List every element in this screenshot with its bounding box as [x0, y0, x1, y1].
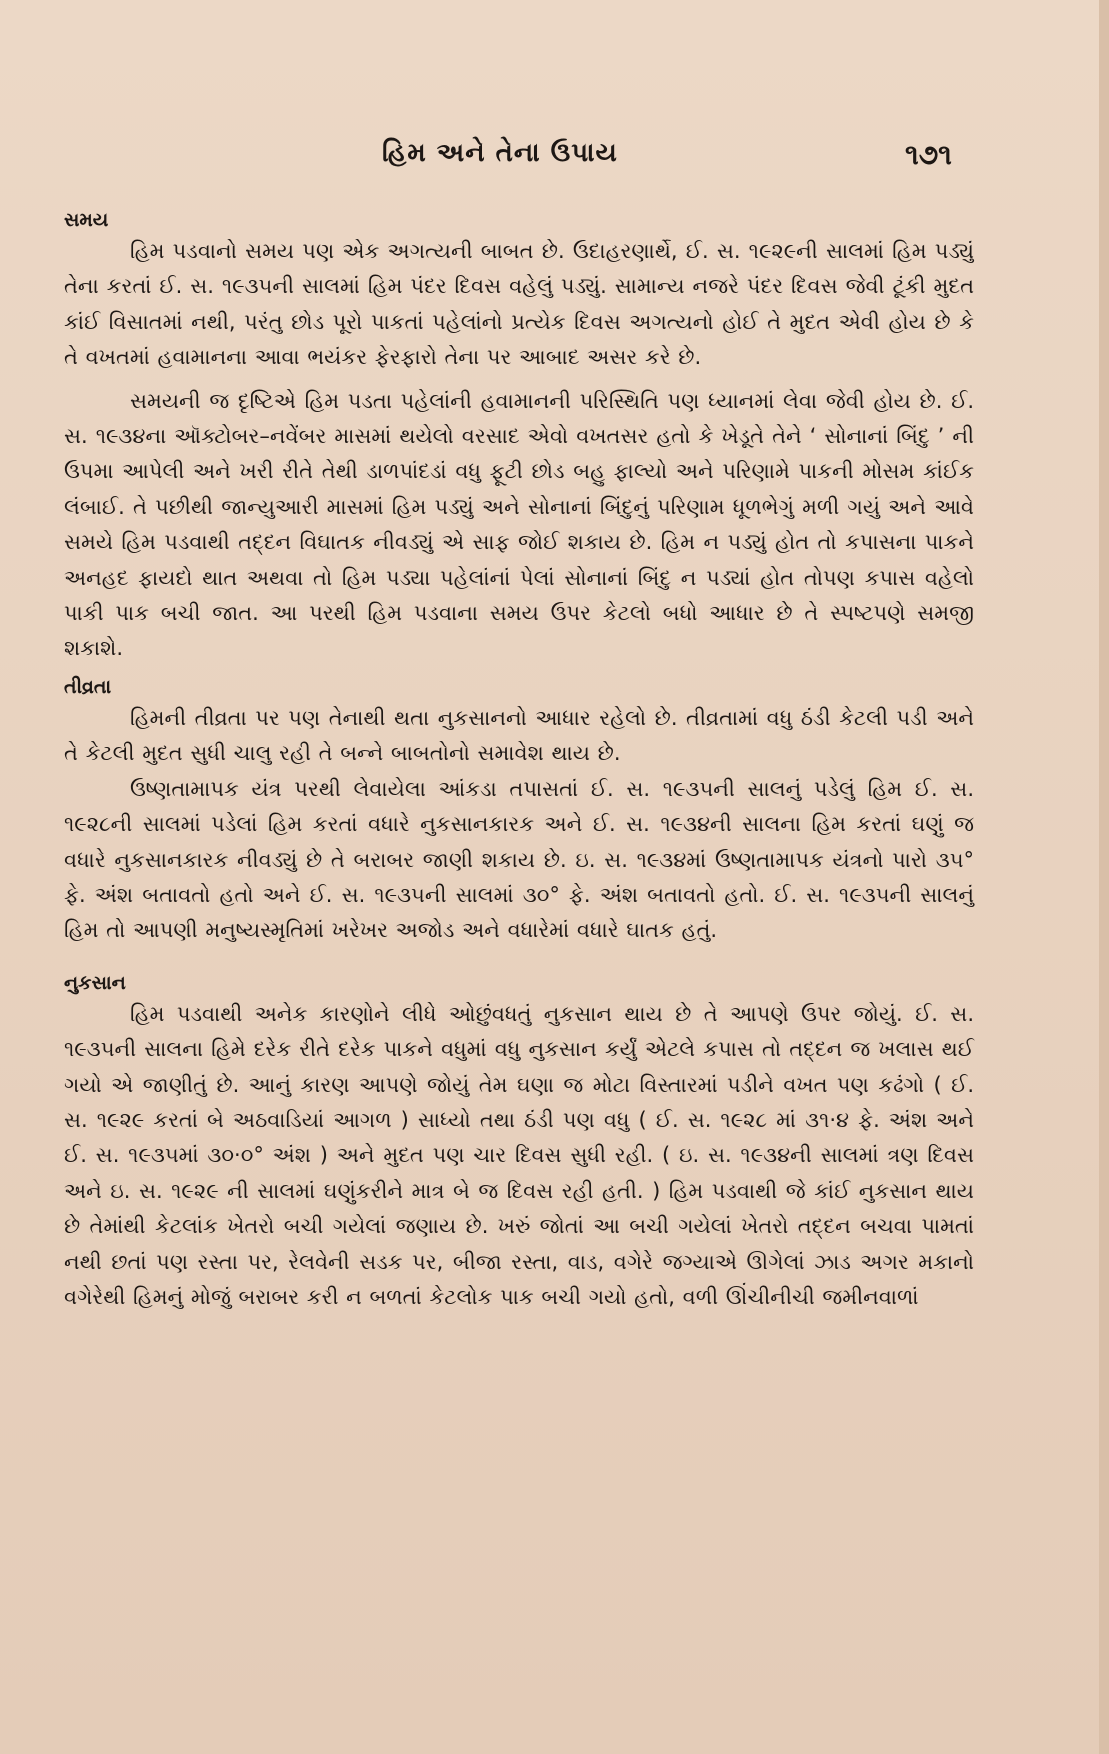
paragraph: હિમ પડવાનો સમય પણ એક અગત્યની બાબત છે. ઉદાહરણાર્થે, ઈ. સ. ૧૯૨૯ની સાલમાં હિમ પડ્યું તેના કરતાં ઈ. સ. ૧૯૩૫ની સાલમાં હિમ પંદર દિવસ વહેલું પડ્યું. સામાન્ય નજરે પંદર દિવસ જેવી ટૂંકી મુદત કાંઈ વિસાતમાં નથી, પરંતુ છોડ પૂરો પાકતાં પહેલાંનો પ્રત્યેક દિવસ અગત્યનો હોઈ તે મુદત એવી હોય છે કે તે વખતમાં હવામાનના આવા ભયંકર ફેરફારો તેના પર આબાદ અસર કરે છે.: [64, 239, 974, 370]
page-body: [64, 206, 974, 1315]
paragraph: ઉષ્ણતામાપક યંત્ર પરથી લેવાયેલા આંકડા તપાસતાં ઈ. સ. ૧૯૩૫ની સાલનું પડેલું હિમ ઈ. સ. ૧૯૨૮ની સાલમાં પડેલાં હિમ કરતાં વધારે નુકસાનકારક અને ઈ. સ. ૧૯૩૪ની સાલના હિમ કરતાં ઘણું જ વધારે નુકસાનકારક નીવડ્યું છે તે બરાબર જાણી શકાય છે. ઇ. સ. ૧૯૩૪માં ઉષ્ણતામાપક યંત્રનો પારો ૩૫° ફે. અંશ બતાવતો હતો અને ઈ. સ. ૧૯૩૫ની સાલમાં ૩૦° ફે. અંશ બતાવતો હતો. ઈ. સ. ૧૯૩૫ની સાલનું હિમ તો આપણી મનુષ્યસ્મૃતિમાં ખરેખર અજોડ અને વધારેમાં વધારે ઘાતક હતું.: [64, 776, 974, 943]
section-heading-loss: નુકસાન: [64, 971, 126, 994]
section-heading-time: સમય: [64, 209, 109, 231]
paragraph: હિમ પડવાથી અનેક કારણોને લીધે ઓછુંવધતું નુકસાન થાય છે તે આપણે ઉપર જોયું. ઈ. સ. ૧૯૩૫ની સાલના હિમે દરેક રીતે દરેક પાકને વધુમાં વધુ નુકસાન કર્યું એટલે કપાસ તો તદ્દન જ ખલાસ થઈ ગયો એ જાણીતું છે. આનું કારણ આપણે જોયું તેમ ઘણા જ મોટા વિસ્તારમાં પડીને વખત પણ કઢંગો ( ઈ. સ. ૧૯૨૯ કરતાં બે અઠવાડિયાં આગળ ) સાધ્યો તથા ઠંડી પણ વધુ ( ઈ. સ. ૧૯૨૮ માં ૩૧·૪ ફે. અંશ અને ઈ. સ. ૧૯૩૫માં ૩૦·૦° અંશ ) અને મુદત પણ ચાર દિવસ સુધી રહી. ( ઇ. સ. ૧૯૩૪ની સાલમાં ત્રણ દિવસ અને ઇ. સ. ૧૯૨૯ ની સાલમાં ઘણુંકરીને માત્ર બે જ દિવસ રહી હતી. ) હિમ પડવાથી જે કાંઈ નુકસાન થાય છે તેમાંથી કેટલાંક ખેતરો બચી ગયેલાં જણાય છે. ખરું જોતાં આ બચી ગયેલાં ખેતરો તદ્દન બચવા પામતાં નથી છતાં પણ રસ્તા પર, રેલવેની સડક પર, બીજા રસ્તા, વાડ, વગેરે જગ્યાએ ઊગેલાં ઝાડ અગર મકાનો વગેરેથી હિમનું મોજું બરાબર કરી ન બળતાં કેટલોક પાક બચી ગયો હતો, વળી ઊંચીનીચી જમીનવાળાં: [64, 1001, 974, 1309]
page-header: [0, 138, 1109, 178]
paragraph: હિમની તીવ્રતા પર પણ તેનાથી થતા નુકસાનનો આધાર રહેલો છે. તીવ્રતામાં વધુ ઠંડી કેટલી પડી અને તે કેટલી મુદત સુધી ચાલુ રહી તે બન્ને બાબતોનો સમાવેશ થાય છે.: [64, 705, 974, 766]
paragraph: સમયની જ દૃષ્ટિએ હિમ પડતા પહેલાંની હવામાનની પરિસ્થિતિ પણ ધ્યાનમાં લેવા જેવી હોય છે. ઈ. સ. ૧૯૩૪ના ઑક્ટોબર–નવેંબર માસમાં થયેલો વરસાદ એવો વખતસર હતો કે ખેડૂતે તેને ‘ સોનાનાં બિંદુ ’ ની ઉપમા આપેલી અને ખરી રીતે તેથી ડાળપાંદડાં વધુ ફૂટી છોડ બહુ ફાલ્યો અને પરિણામે પાકની મોસમ કાંઈક લંબાઈ. તે પછીથી જાન્યુઆરી માસમાં હિમ પડ્યું અને સોનાનાં બિંદુનું પરિણામ ધૂળભેગું મળી ગયું અને આવે સમયે હિમ પડવાથી તદ્દન વિઘાતક નીવડ્યું એ સાફ જોઈ શકાય છે. હિમ ન પડ્યું હોત તો કપાસના પાકને અનહદ ફાયદો થાત અથવા તો હિમ પડ્યા પહેલાંનાં પેલાં સોનાનાં બિંદુ ન પડ્યાં હોત તોપણ કપાસ વહેલો પાકી પાક બચી જાત. આ પરથી હિમ પડવાના સમય ઉપર કેટલો બધો આધાર છે તે સ્પષ્ટપણે સમજી શકાશે.: [64, 388, 974, 661]
page-number: ૧૭૧: [905, 138, 952, 171]
running-title: હિમ અને તેના ઉપાય: [382, 138, 618, 168]
section-heading-intensity: તીવ્રતા: [64, 675, 112, 698]
